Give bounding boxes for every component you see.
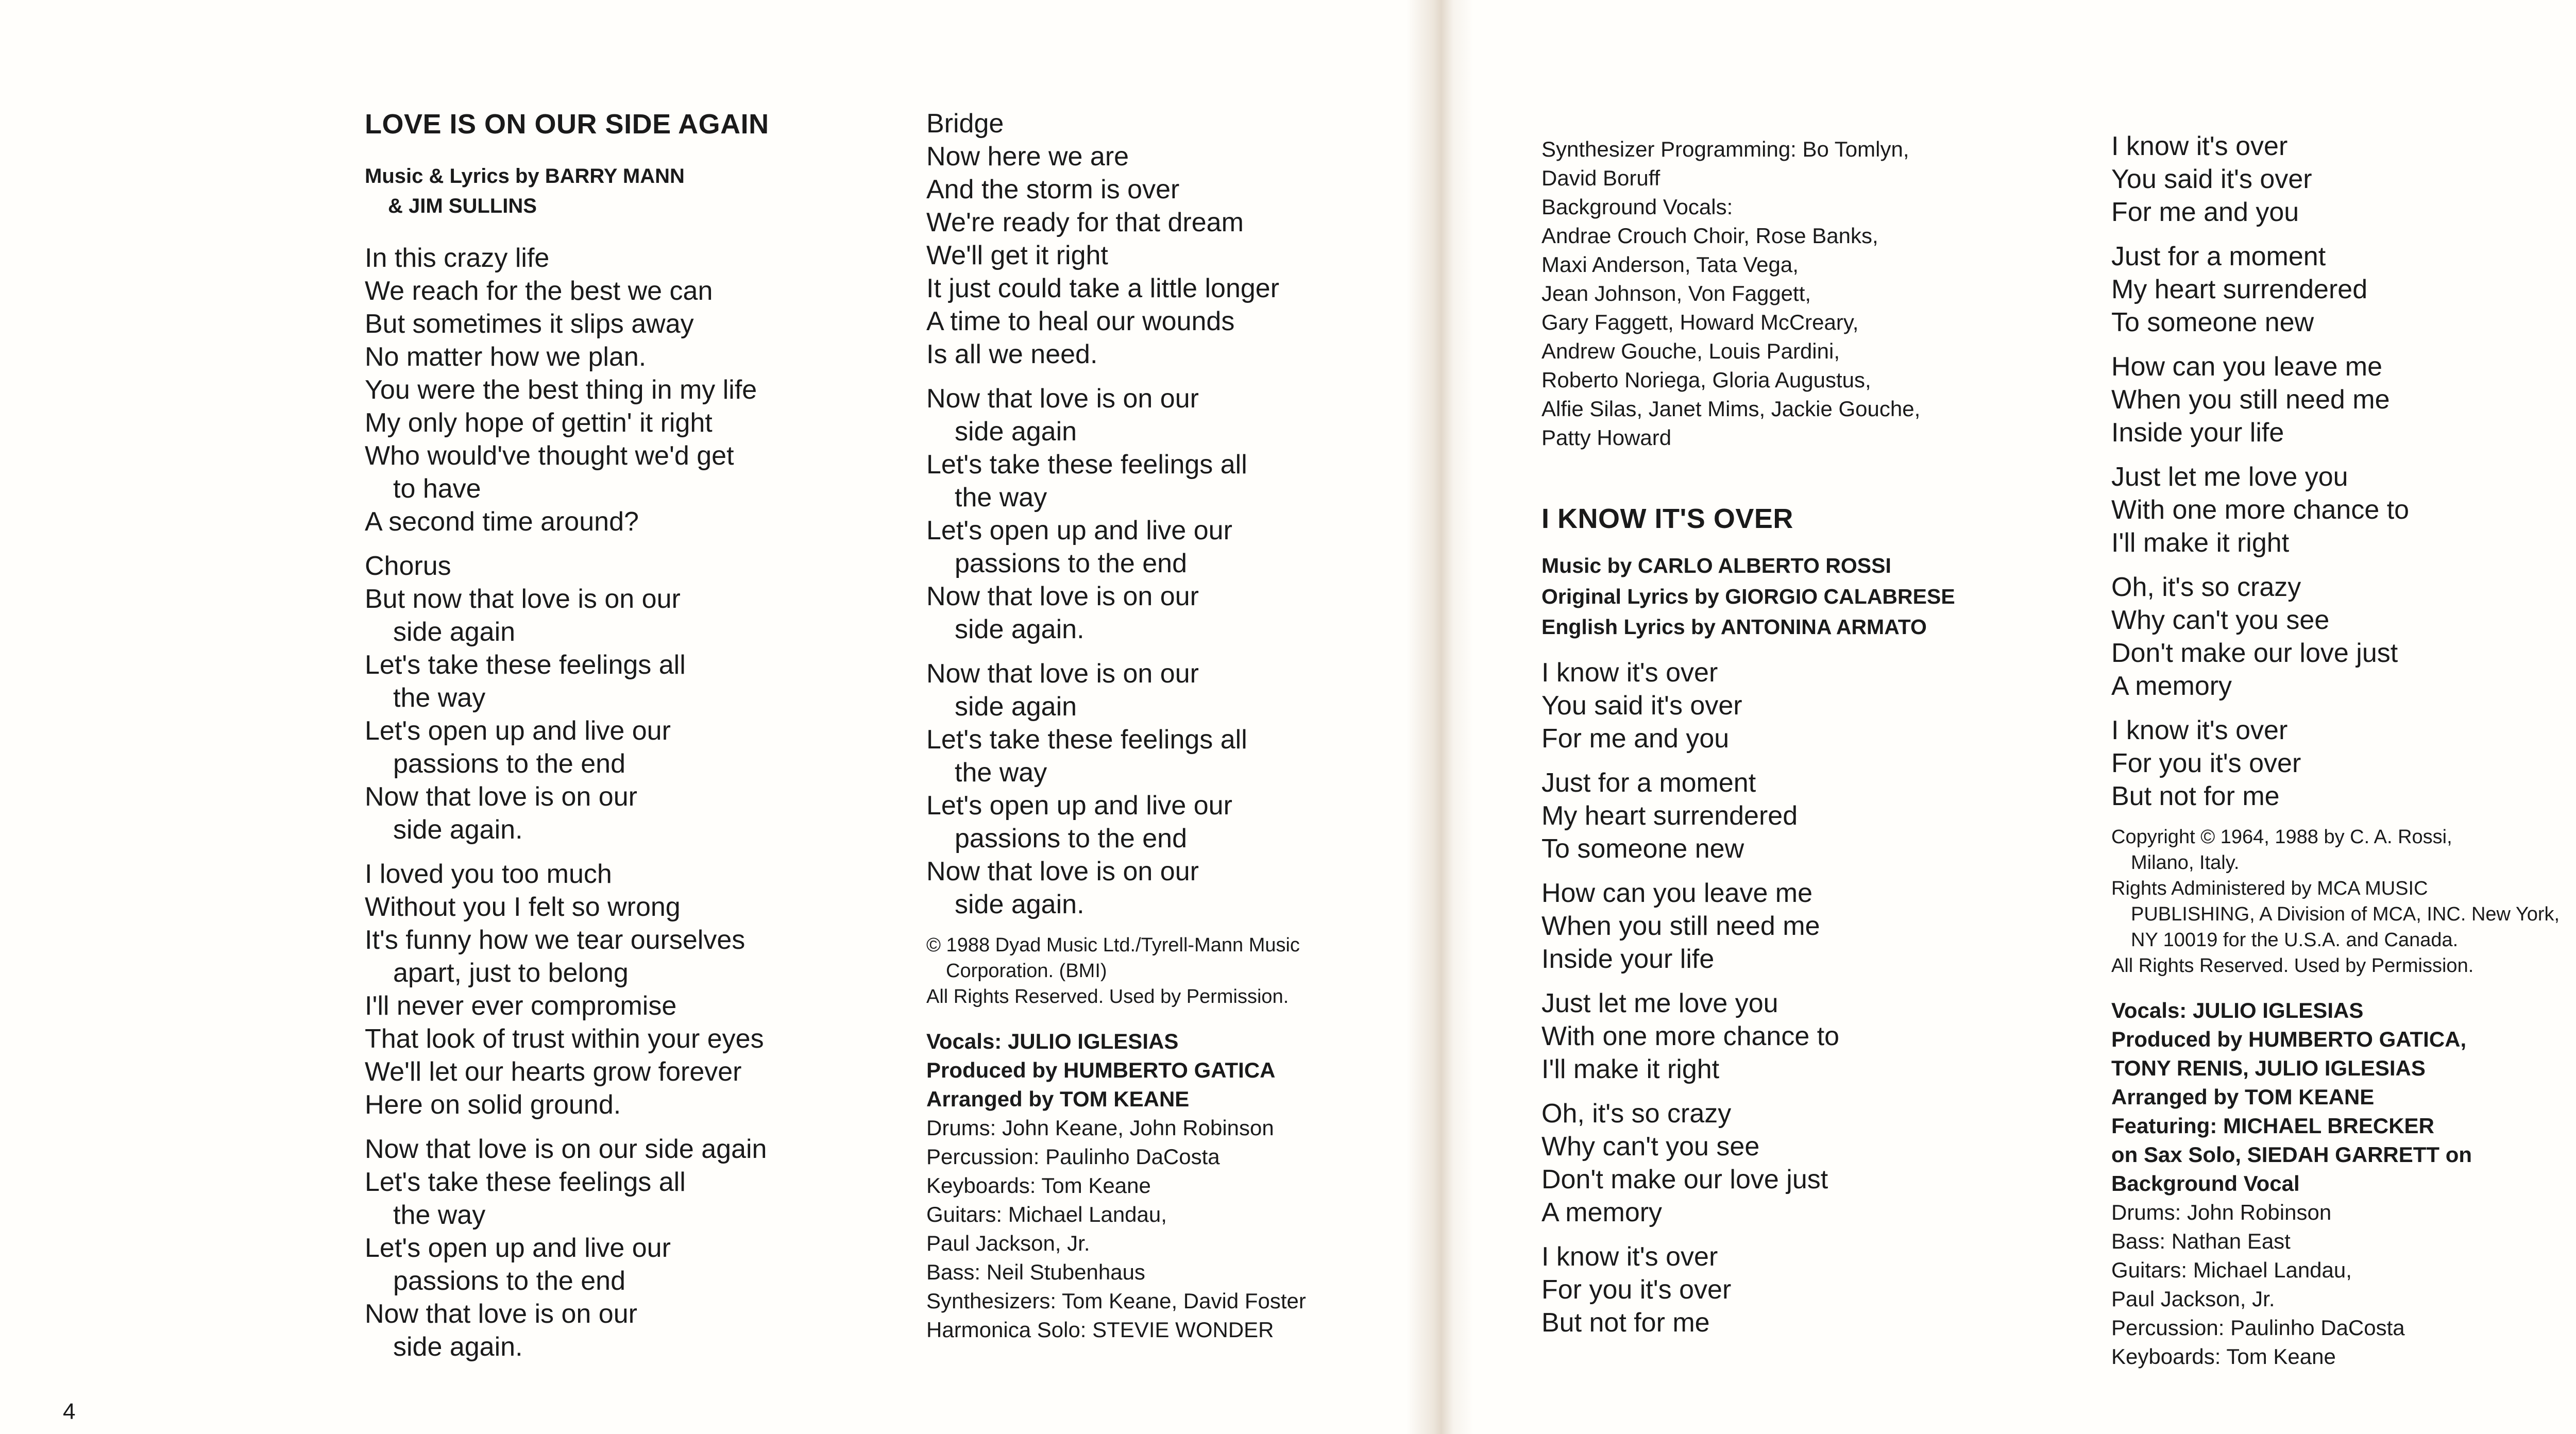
credit-line: Drums: John Keane, John Robinson (926, 1116, 1274, 1140)
bridge-label: Bridge (926, 109, 1004, 139)
lyric-line: How can you leave me (1541, 878, 1813, 908)
lyric-line: Just let me love you (2111, 462, 2348, 492)
credit-line: Bass: Nathan East (2111, 1229, 2291, 1253)
lyric-line: Now that love is on our (926, 384, 1199, 414)
lyric-line: Let's open up and live our (926, 516, 1232, 545)
song1-credit (365, 161, 880, 221)
copyright-line: Rights Administered by MCA MUSIC (2111, 878, 2428, 899)
lyric-line: Inside your life (1541, 944, 1715, 974)
credit-line: Paul Jackson, Jr. (2111, 1287, 2275, 1311)
lyric-line: My heart surrendered (1541, 800, 1798, 831)
lyric-line: I know it's over (1541, 657, 1718, 688)
chorus-label: Chorus (365, 551, 451, 582)
lyric-line: Now that love is on our side again (365, 1134, 767, 1165)
credit-line: Andrae Crouch Choir, Rose Banks, (1541, 224, 1878, 248)
lyric-line: the way (955, 483, 1047, 513)
credit-line: Andrew Gouche, Louis Pardini, (1541, 339, 1840, 363)
credit-line: Maxi Anderson, Tata Vega, (1541, 252, 1799, 277)
lyric-line: Now that love is on our (926, 857, 1199, 886)
lyric-line: Now that love is on our (926, 582, 1199, 611)
lyric-line: Don't make our love just (1541, 1164, 1828, 1194)
lyric-line: Now here we are (926, 142, 1129, 172)
credit-line: Background Vocals: (1541, 195, 1733, 219)
lyric-line: Here on solid ground. (365, 1090, 621, 1120)
song2-credits (2111, 996, 2576, 1371)
credit-line: Bass: Neil Stubenhaus (926, 1260, 1145, 1284)
lyric-line: We reach for the best we can (365, 276, 713, 306)
lyric-line: A time to heal our wounds (926, 306, 1235, 336)
song2-repeat-4 (2111, 460, 2576, 559)
lyric-line: passions to the end (393, 1266, 625, 1296)
credit-line: Keyboards: Tom Keane (2111, 1344, 2336, 1369)
credit-line: Harmonica Solo: STEVIE WONDER (926, 1318, 1274, 1342)
lyric-line: to have (393, 474, 481, 504)
song2-repeat-2 (2111, 240, 2576, 339)
song2-stanza-4 (1541, 987, 2057, 1086)
lyric-line: You said it's over (1541, 690, 1742, 721)
song2-credit-line: Original Lyrics by GIORGIO CALABRESE (1541, 584, 1955, 608)
lyric-line: You were the best thing in my life (365, 375, 757, 405)
song1-credit-line: & JIM SULLINS (388, 195, 537, 218)
lyric-line: When you still need me (2111, 385, 2390, 415)
lyric-line: Now that love is on our (365, 782, 637, 812)
lyric-line: passions to the end (393, 749, 625, 779)
lyric-line: Just let me love you (1541, 988, 1778, 1018)
lyric-line: Just for a moment (1541, 767, 1756, 798)
lyric-line: Let's take these feelings all (926, 725, 1247, 755)
lyric-line: Let's open up and live our (365, 1233, 671, 1264)
credit-line: Paul Jackson, Jr. (926, 1231, 1090, 1255)
credit-line: TONY RENIS, JULIO IGLESIAS (2111, 1056, 2426, 1080)
lyric-line: We're ready for that dream (926, 208, 1244, 237)
lyric-line: Let's take these feelings all (365, 650, 686, 680)
lyric-line: Let's open up and live our (365, 716, 671, 746)
song2-title: I KNOW IT'S OVER (1541, 503, 1793, 534)
lyric-line: I'll make it right (1541, 1054, 1720, 1084)
song2-stanza-1 (1541, 656, 2057, 755)
lyric-line: Now that love is on our (365, 1299, 637, 1329)
song2-repeat-6 (2111, 714, 2576, 813)
song2-credit-line: Music by CARLO ALBERTO ROSSI (1541, 554, 1891, 578)
lyric-line: That look of trust within your eyes (365, 1024, 764, 1054)
song1-copyright (926, 932, 1416, 1010)
song1-column-1 (365, 109, 880, 1375)
lyric-line: You said it's over (2111, 164, 2312, 194)
credit-line: Vocals: JULIO IGLESIAS (2111, 998, 2364, 1022)
lyric-line: And the storm is over (926, 175, 1180, 204)
lyric-line: A memory (1541, 1197, 1663, 1227)
lyric-line: When you still need me (1541, 911, 1820, 941)
lyric-line: To someone new (1541, 833, 1744, 864)
lyric-line: Why can't you see (2111, 605, 2330, 635)
song1-chorus4 (926, 657, 1416, 921)
copyright-line: PUBLISHING, A Division of MCA, INC. New York, (2131, 903, 2560, 925)
credit-line: Percussion: Paulinho DaCosta (926, 1145, 1220, 1169)
right-column-2 (2111, 130, 2576, 1371)
credit-line: David Boruff (1541, 166, 1660, 190)
lyric-line: It's funny how we tear ourselves (365, 925, 745, 955)
lyric-line: Let's take these feelings all (926, 450, 1247, 480)
credit-line: Gary Faggett, Howard McCreary, (1541, 310, 1859, 334)
lyric-line: passions to the end (955, 824, 1187, 853)
credit-line: Arranged by TOM KEANE (2111, 1085, 2375, 1109)
lyric-line: side again. (393, 815, 523, 845)
song1-title: LOVE IS ON OUR SIDE AGAIN (365, 109, 769, 140)
lyric-line: I know it's over (1541, 1241, 1718, 1272)
song2-credit (1541, 551, 2057, 642)
credit-line: Roberto Noriega, Gloria Augustus, (1541, 368, 1871, 392)
song1-verse1 (365, 242, 880, 538)
lyric-line: the way (393, 683, 486, 713)
lyric-line: My only hope of gettin' it right (365, 408, 713, 438)
copyright-line: NY 10019 for the U.S.A. and Canada. (2131, 929, 2459, 951)
copyright-line: Milano, Italy. (2131, 852, 2240, 874)
song1-chorus (365, 550, 880, 846)
lyric-line: Oh, it's so crazy (2111, 572, 2301, 602)
song1-verse2 (365, 858, 880, 1121)
credit-line: Alfie Silas, Janet Mims, Jackie Gouche, (1541, 397, 1921, 421)
song1-credits-continued (1541, 135, 2057, 452)
credit-line: Keyboards: Tom Keane (926, 1173, 1151, 1198)
song1-chorus2 (365, 1133, 880, 1363)
lyric-line: We'll let our hearts grow forever (365, 1057, 742, 1087)
lyric-line: We'll get it right (926, 241, 1108, 270)
song1-bridge (926, 107, 1416, 371)
credit-line: Produced by HUMBERTO GATICA (926, 1058, 1276, 1082)
lyric-line: It just could take a little longer (926, 274, 1280, 303)
lyric-line: Let's open up and live our (926, 791, 1232, 821)
copyright-line: All Rights Reserved. Used by Permission. (2111, 955, 2474, 977)
lyric-line: side again. (955, 614, 1084, 644)
lyric-line: My heart surrendered (2111, 275, 2368, 304)
credit-line: Percussion: Paulinho DaCosta (2111, 1316, 2405, 1340)
lyric-line: the way (393, 1200, 486, 1231)
lyric-line: Just for a moment (2111, 242, 2326, 271)
song2-stanza-6 (1541, 1240, 2057, 1339)
right-column-1 (1541, 135, 2057, 1351)
credit-line: Background Vocal (2111, 1171, 2300, 1196)
credit-line: Jean Johnson, Von Faggett, (1541, 281, 1811, 305)
page-number-left: 4 (63, 1399, 76, 1424)
credit-line: Vocals: JULIO IGLESIAS (926, 1029, 1179, 1053)
credit-line: Synthesizer Programming: Bo Tomlyn, (1541, 137, 1909, 161)
lyric-line: For me and you (2111, 197, 2299, 227)
song2-repeat-3 (2111, 350, 2576, 449)
credit-line: Featuring: MICHAEL BRECKER (2111, 1114, 2434, 1138)
credit-line: Drums: John Robinson (2111, 1200, 2332, 1224)
lyric-line: A second time around? (365, 507, 639, 537)
copyright-line: © 1988 Dyad Music Ltd./Tyrell-Mann Music (926, 934, 1300, 956)
credit-line: Guitars: Michael Landau, (926, 1202, 1167, 1226)
copyright-line: Copyright © 1964, 1988 by C. A. Rossi, (2111, 826, 2452, 848)
song2-repeat-5 (2111, 571, 2576, 703)
lyric-line: I loved you too much (365, 859, 612, 890)
credit-line: Produced by HUMBERTO GATICA, (2111, 1027, 2467, 1051)
lyric-line: I'll make it right (2111, 528, 2290, 558)
song1-credit-line: Music & Lyrics by BARRY MANN (365, 165, 685, 188)
lyric-line: Oh, it's so crazy (1541, 1098, 1732, 1129)
lyric-line: Let's take these feelings all (365, 1167, 686, 1198)
copyright-line: All Rights Reserved. Used by Permission. (926, 986, 1289, 1008)
lyric-line: For me and you (1541, 723, 1730, 754)
page-fold (1406, 0, 1473, 1434)
song2-stanza-3 (1541, 877, 2057, 976)
song2-stanza-5 (1541, 1097, 2057, 1229)
lyric-line: How can you leave me (2111, 352, 2383, 382)
copyright-line: Corporation. (BMI) (946, 960, 1107, 982)
lyric-line: Why can't you see (1541, 1131, 1760, 1162)
song2-repeat-1 (2111, 130, 2576, 229)
credit-line: on Sax Solo, SIEDAH GARRETT on (2111, 1142, 2472, 1167)
lyric-line: the way (955, 758, 1047, 788)
lyric-line: side again. (393, 1332, 523, 1362)
lyric-line: In this crazy life (365, 243, 550, 274)
credit-line: Arranged by TOM KEANE (926, 1087, 1190, 1111)
lyric-line: side again (955, 417, 1077, 447)
song2-stanza-2 (1541, 766, 2057, 865)
lyric-line: For you it's over (1541, 1274, 1732, 1305)
lyric-line: To someone new (2111, 308, 2314, 337)
credit-line: Guitars: Michael Landau, (2111, 1258, 2352, 1282)
lyric-line: apart, just to belong (393, 958, 629, 988)
lyric-line: But not for me (2111, 781, 2280, 811)
credit-line: Synthesizers: Tom Keane, David Foster (926, 1289, 1306, 1313)
lyric-line: Who would've thought we'd get (365, 441, 734, 471)
song2-credit-line: English Lyrics by ANTONINA ARMATO (1541, 615, 1927, 639)
song2-copyright (2111, 824, 2576, 979)
lyric-line: Inside your life (2111, 418, 2284, 448)
song1-chorus3 (926, 382, 1416, 646)
lyric-line: For you it's over (2111, 748, 2301, 778)
lyric-line: But now that love is on our (365, 584, 681, 614)
lyric-line: With one more chance to (2111, 495, 2410, 525)
song1-credits (926, 1027, 1416, 1344)
lyric-line: passions to the end (955, 549, 1187, 578)
lyric-line: No matter how we plan. (365, 342, 647, 372)
lyric-line: Is all we need. (926, 339, 1098, 369)
song1-column-2 (926, 107, 1416, 1344)
lyric-line: side again. (955, 890, 1084, 919)
credit-line: Patty Howard (1541, 425, 1672, 450)
lyric-line: side again (393, 617, 516, 647)
lyric-line: But not for me (1541, 1307, 1710, 1338)
lyric-line: I know it's over (2111, 131, 2288, 161)
lyric-line: side again (955, 692, 1077, 722)
lyric-line: I'll never ever compromise (365, 991, 677, 1021)
lyric-line: Now that love is on our (926, 659, 1199, 689)
lyric-line: A memory (2111, 671, 2232, 701)
lyric-line: With one more chance to (1541, 1021, 1840, 1051)
lyric-line: But sometimes it slips away (365, 309, 694, 339)
lyric-line: I know it's over (2111, 715, 2288, 745)
lyric-line: Without you I felt so wrong (365, 892, 681, 923)
lyric-line: Don't make our love just (2111, 638, 2398, 668)
